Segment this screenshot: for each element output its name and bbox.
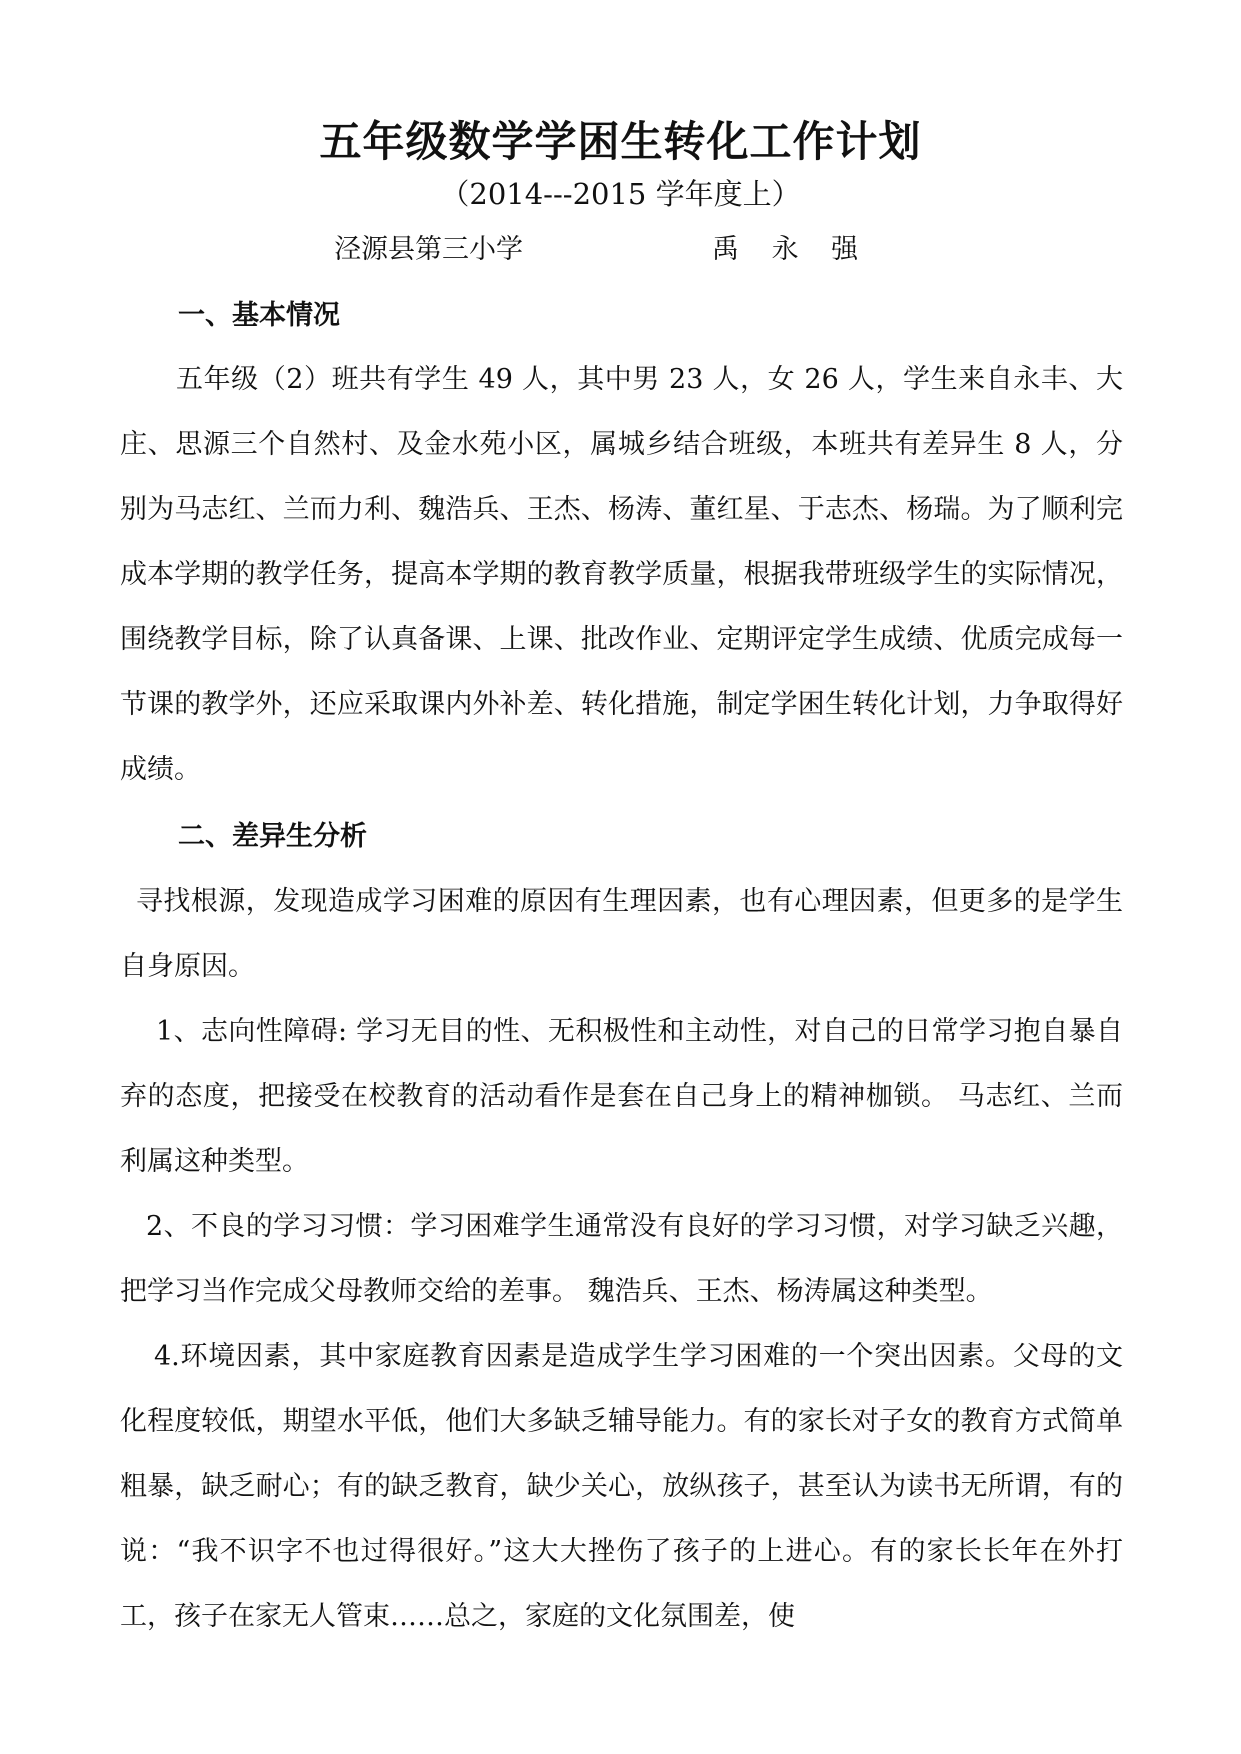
- paragraph-root-causes: 寻找根源，发现造成学习困难的原因有生理因素，也有心理因素，但更多的是学生自身原因。: [120, 886, 1123, 982]
- paragraph-motivation-barrier: 1、志向性障碍: 学习无目的性、无积极性和主动性，对自己的日常学习抱自暴自弃的态度，把接受在校教育的活动看作是套在自己身上的精神枷锁。 马志红、兰而利属这种类型。: [120, 1016, 1123, 1177]
- school-name: 泾源县第三小学: [334, 234, 523, 265]
- paragraph-basic-situation: 五年级（2）班共有学生 49 人，其中男 23 人，女 26 人，学生来自永丰、大庄、思源三个自然村、及金水苑小区，属城乡结合班级，本班共有差异生 8 人，分别为马志红、兰而力利、魏浩兵、王杰、杨涛、董红星、于志杰、杨瑞。为了顺利完成本学期的教学任务，提高本学期的教育教学质量，根据我带班级学生的实际情况，围绕教学目标，除了认真备课、上课、批改作业、定期评定学生成绩、优质完成每一节课的教学外，还应采取课内外补差、转化措施，制定学困生转化计划，力争取得好成绩。: [120, 364, 1123, 785]
- document-title: 五年级数学学困生转化工作计划: [319, 117, 922, 166]
- paragraph-poor-habits: 2、不良的学习习惯：学习困难学生通常没有良好的学习习惯，对学习缺乏兴趣，把学习当作完成父母教师交给的差事。 魏浩兵、王杰、杨涛属这种类型。: [120, 1211, 1123, 1307]
- section-heading-student-analysis: 二、差异生分析: [178, 821, 367, 852]
- paragraph-environment-factors: 4.环境因素，其中家庭教育因素是造成学生学习困难的一个突出因素。父母的文化程度较低，期望水平低，他们大多缺乏辅导能力。有的家长对子女的教育方式简单粗暴，缺乏耐心；有的缺乏教育，缺少关心，放纵孩子，甚至认为读书无所谓，有的说：“我不识字不也过得很好。”这大大挫伤了孩子的上进心。有的家长长年在外打工，孩子在家无人管束……总之，家庭的文化氛围差，使: [120, 1341, 1123, 1632]
- author-name: 禹 永 强: [712, 234, 871, 265]
- document-subtitle: （2014---2015 学年度上）: [440, 177, 801, 211]
- section-heading-basic-situation: 一、基本情况: [178, 300, 340, 331]
